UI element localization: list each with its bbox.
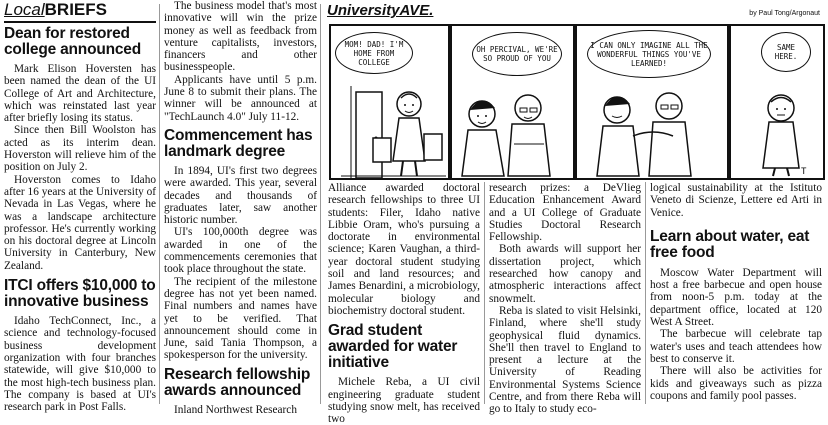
article-paragraph: There will also be activities for kids and giveaways such as pizza coupons and family pool passes.: [650, 365, 822, 402]
artist-signature: T: [801, 167, 807, 177]
article-paragraph: Inland Northwest Research: [174, 403, 297, 416]
speech-bubble: SAME HERE.: [761, 32, 811, 72]
article-paragraph: Moscow Water Department will host a free barbecue and open house from noon-5 p.m. today at the department office, located at 120 West A Street.: [650, 266, 822, 329]
lower-column-3: [328, 182, 480, 425]
comic-panel-2: [450, 24, 575, 180]
comic-title: UniversityAVE.: [327, 2, 434, 19]
comic-panel-3: [575, 24, 729, 180]
lower-column-4: [489, 182, 641, 416]
headline-itci: ITCI offers $10,000 to innovative business: [4, 277, 156, 311]
article-paragraph: The barbecue will celebrate tap water's uses and teach attendees how best to conserve it.: [650, 328, 822, 365]
headline-grad-student: Grad student awarded for water initiative: [328, 322, 458, 372]
column-rule: [159, 4, 160, 404]
article-paragraph: Applicants have until 5 p.m. June 8 to submit their plans. The winner will be announced at "TechLaunch 4.0" July 11-12.: [164, 73, 317, 123]
column-rule: [484, 182, 485, 404]
column-rule: [320, 4, 321, 404]
article-paragraph: Alliance awarded doctoral research fellowships to three UI students: Filer, Idaho native Libbie Oram, who's pursuing a doctorate in environmental science; Karen Vaughan, a third-year doctoral student studying soil and land resources; and James Benardini, a microbiology, molecular biology and biochemistry doctoral student.: [328, 182, 480, 317]
article-paragraph: The recipient of the milestone degree has not yet been named. Final numbers and names have yet to be verified. That announcement should come in June, said Tania Thompson, a spokesperson for the university.: [164, 275, 317, 362]
headline-commencement: Commencement has landmark degree: [164, 126, 313, 160]
article-paragraph: Both awards will support her dissertation project, which researched how canopy and atmospheric interactions affect snowmelt.: [489, 243, 641, 305]
article-paragraph: Hoverston comes to Idaho after 16 years at the University of Nevada in Las Vegas, where he was a landscape architecture professor. He's currently working on his doctoral degree at Lincoln University in Canterbury, New Zealand.: [4, 173, 156, 272]
local-briefs-column: [4, 0, 156, 413]
article-paragraph: Idaho TechConnect, Inc., a science and technology-focused business development organization with four branches statewide, will give $10,000 to the most high-tech business plan. The company is based at UI's research park in Post Falls.: [4, 315, 156, 414]
speech-bubble: I CAN ONLY IMAGINE ALL THE WONDERFUL THINGS YOU'VE LEARNED!: [587, 30, 711, 78]
column-rule: [645, 182, 646, 404]
article-paragraph: Mark Elison Hoversten has been named the dean of the UI College of Art and Architecture, which was reinstated last year after briefly losing its status.: [4, 63, 156, 125]
section-label: LocalBRIEFS: [4, 0, 156, 23]
comic-credit: by Paul Tong/Argonaut: [749, 10, 820, 17]
article-paragraph: In 1894, UI's first two degrees were awarded. This year, several decades and thousands of graduates later, saw another historic number.: [164, 164, 317, 227]
article-paragraph: logical sustainability at the Istituto Veneto di Scienze, Lettere ed Arti in Venice.: [650, 182, 822, 219]
headline-dean: Dean for restored college announced: [4, 25, 141, 58]
article-paragraph: The business model that's most innovative will win the prize money as well as feedback from venture capitalists, investors, financers and other businesspeople.: [164, 0, 317, 74]
comic-panel-1: [329, 24, 450, 180]
article-paragraph: Reba is slated to visit Helsinki, Finland, where she'll study geophysical fluid dynamics. She'll then travel to England to present a lecture at the University of Reading Environmental Systems Science Centre, and from there Reba will go to Italy to study eco-: [489, 304, 641, 416]
briefs-column-2: [164, 0, 317, 416]
headline-research-fellowship: Research fellowship awards announced: [164, 365, 311, 399]
comic-strip: [327, 2, 824, 179]
speech-bubble: OH PERCIVAL, WE'RE SO PROUD OF YOU: [472, 32, 562, 76]
lower-column-5: [650, 182, 822, 402]
article-paragraph: Michele Reba, a UI civil engineering graduate student studying snow melt, has received two: [328, 376, 480, 425]
article-paragraph: research prizes: a DeVlieg Education Enhancement Award and a UI College of Graduate Studies Doctoral Research Fellowship.: [489, 182, 641, 244]
headline-water: Learn about water, eat free food: [650, 227, 810, 261]
article-paragraph: UI's 100,000th degree was awarded in one of the commencements ceremonies that took place throughout the state.: [164, 226, 317, 276]
article-paragraph: Since then Bill Woolston has acted as its interim dean. Hoverston will relieve him of the position on July 2.: [4, 124, 156, 174]
comic-panel-4: [729, 24, 825, 180]
speech-bubble: MOM! DAD! I'M HOME FROM COLLEGE: [335, 32, 413, 74]
